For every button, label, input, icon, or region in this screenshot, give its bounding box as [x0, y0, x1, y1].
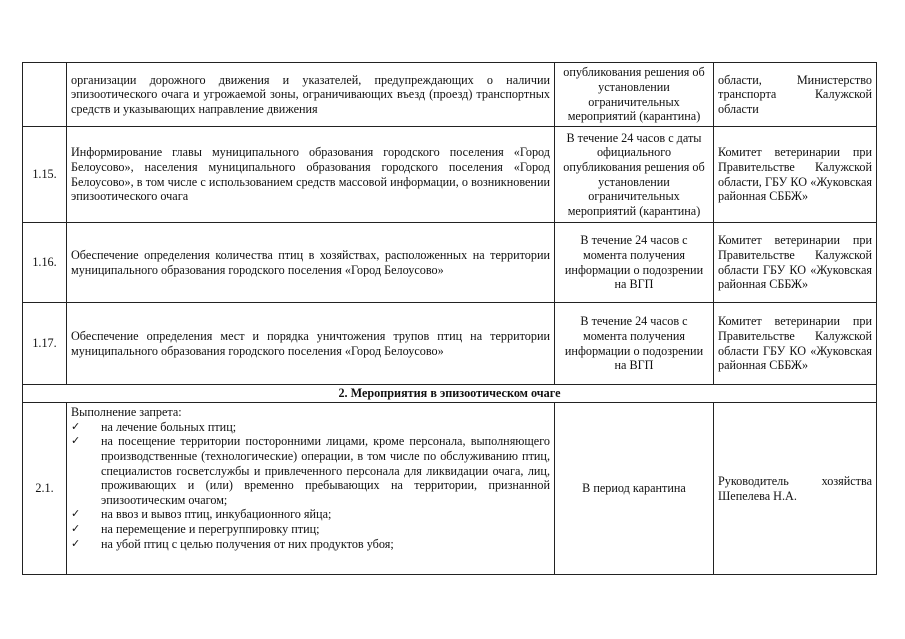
measure-term: В течение 24 часов с даты официального опубликования решения об установлении ограничительных мероприятий (карантина) [555, 127, 714, 223]
table-row [23, 127, 877, 223]
table-row [23, 303, 877, 385]
checkmark-icon: ✓ [71, 419, 81, 433]
row-number: 1.16. [23, 223, 67, 303]
row-number: 2.1. [23, 403, 67, 575]
measure-term: В течение 24 часов с момента получения информации о подозрении на ВГП [555, 223, 714, 303]
table-row [23, 223, 877, 303]
measure-responsible: Комитет ветеринарии при Правительстве Калужской области, ГБУ КО «Жуковская районная СББЖ» [714, 127, 877, 223]
list-item [71, 420, 550, 435]
checkmark-icon: ✓ [71, 522, 81, 536]
list-item-text: на перемещение и перегруппировку птиц; [101, 522, 320, 537]
measure-responsible: Комитет ветеринарии при Правительстве Калужской области ГБУ КО «Жуковская районная СББЖ» [714, 223, 877, 303]
measure-responsible: Комитет ветеринарии при Правительстве Калужской области ГБУ КО «Жуковская районная СББЖ» [714, 303, 877, 385]
section-title: 2. Мероприятия в эпизоотическом очаге [23, 385, 877, 403]
list-item [71, 522, 550, 537]
prohibition-intro: Выполнение запрета: [71, 405, 182, 419]
row-number: 1.15. [23, 127, 67, 223]
measure-description [67, 403, 555, 575]
measure-term: В период карантина [555, 403, 714, 575]
list-item-text: на ввоз и вывоз птиц, инкубационного яйца; [101, 507, 332, 522]
row-number [23, 63, 67, 127]
list-item-text: на лечение больных птиц; [101, 419, 237, 434]
measure-description: организации дорожного движения и указателей, предупреждающих о наличии эпизоотического очага и угрожаемой зоны, ограничивающих въезд (проезд) транспортных средств и указывающих направление движения [67, 63, 555, 127]
measure-description: Информирование главы муниципального образования городского поселения «Город Белоусово», населения муниципального образования городского поселения «Город Белоусово», в том числе с использованием средств массовой информации, о возникновении эпизоотического очага [67, 127, 555, 223]
list-item-text: на убой птиц с целью получения от них продуктов убоя; [101, 536, 394, 551]
measure-responsible: области, Министерство транспорта Калужской области [714, 63, 877, 127]
measure-responsible: Руководитель хозяйства Шепелева Н.А. [714, 403, 877, 575]
list-item [71, 507, 550, 522]
measures-table [22, 62, 877, 575]
row-number: 1.17. [23, 303, 67, 385]
list-item [71, 537, 550, 552]
section-header-row [23, 385, 877, 403]
checkmark-icon: ✓ [71, 434, 81, 448]
list-item-text: на посещение территории посторонними лицами, кроме персонала, выполняющего производственные (технологические) операции, в том числе по обслуживанию птиц, специалистов госветслужбы и привлеченного персонала для ликвидации очага, лиц, проживающих и (или) временно пребывающих на территории, признанной эпизоотическим очагом; [101, 434, 550, 507]
measure-description: Обеспечение определения мест и порядка уничтожения трупов птиц на территории муниципального образования городского поселения «Город Белоусово» [67, 303, 555, 385]
checkmark-icon: ✓ [71, 507, 81, 521]
measure-description: Обеспечение определения количества птиц в хозяйствах, расположенных на территории муниципального образования городского поселения «Город Белоусово» [67, 223, 555, 303]
checkmark-icon: ✓ [71, 536, 81, 550]
measure-term: В течение 24 часов с момента получения информации о подозрении на ВГП [555, 303, 714, 385]
list-item [71, 434, 550, 507]
table-row [23, 403, 877, 575]
measure-term: опубликования решения об установлении ограничительных мероприятий (карантина) [555, 63, 714, 127]
table-row [23, 63, 877, 127]
